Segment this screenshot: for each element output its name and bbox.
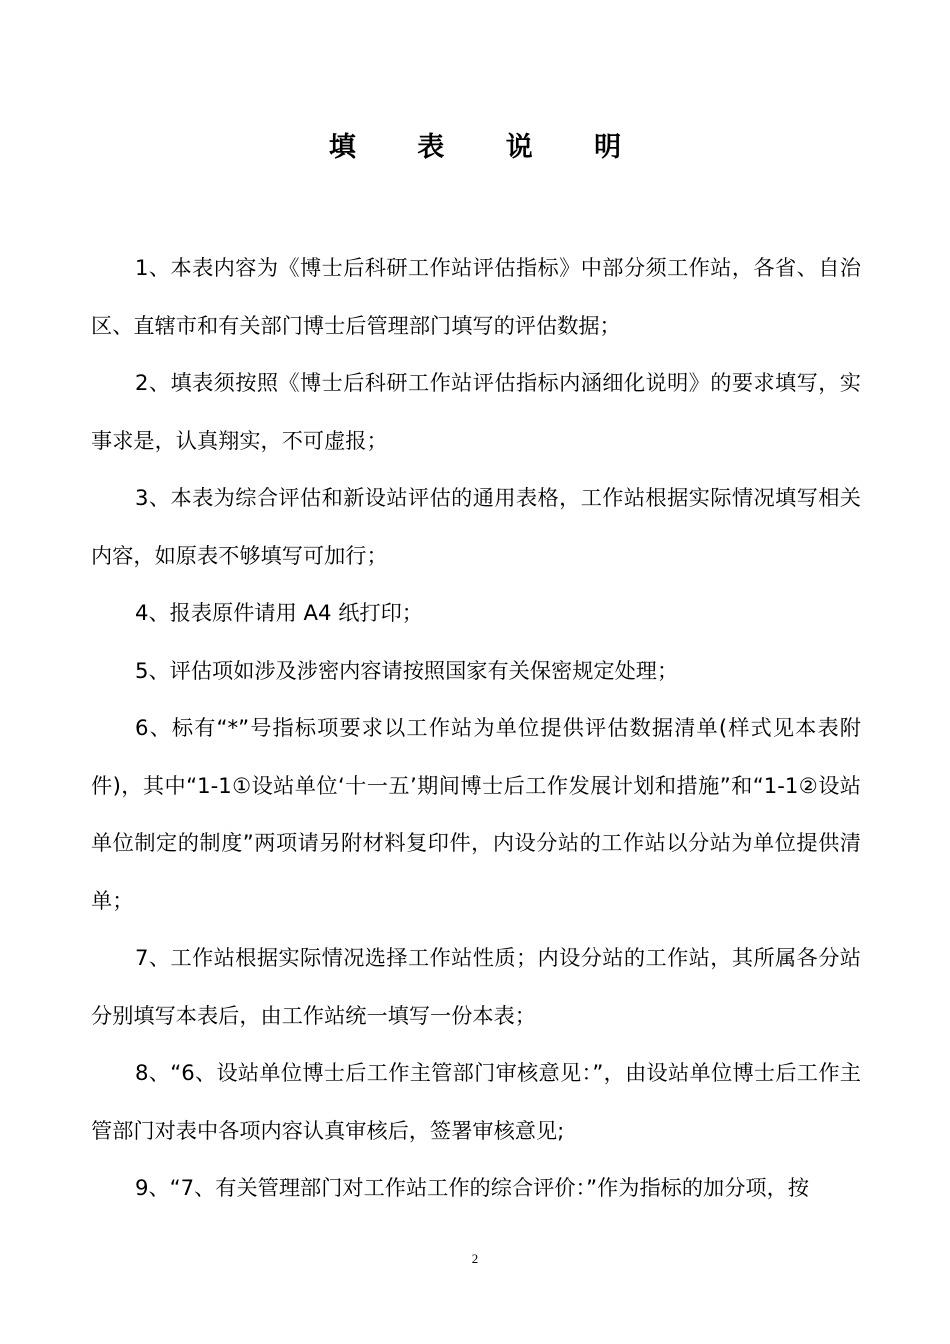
instruction-paragraph-7: 7、工作站根据实际情况选择工作站性质；内设分站的工作站，其所属各分站分别填写本表后，由工作站统一填写一份本表；: [91, 945, 861, 1028]
instruction-paragraph-8: 8、“6、设站单位博士后工作主管部门审核意见：”，由设站单位博士后工作主管部门对表中各项内容认真审核后，签署审核意见;: [91, 1060, 861, 1143]
instruction-paragraph-1: 1、本表内容为《博士后科研工作站评估指标》中部分须工作站，各省、自治区、直辖市和有关部门博士后管理部门填写的评估数据；: [91, 255, 861, 338]
instruction-paragraph-3: 3、本表为综合评估和新设站评估的通用表格，工作站根据实际情况填写相关内容，如原表不够填写可加行；: [91, 485, 861, 568]
page-title: 填 表 说 明: [328, 132, 648, 163]
instruction-paragraph-5: 5、评估项如涉及涉密内容请按照国家有关保密规定处理；: [135, 657, 679, 683]
instruction-paragraph-2: 2、填表须按照《博士后科研工作站评估指标内涵细化说明》的要求填写，实事求是，认真翔实，不可虚报；: [91, 370, 861, 453]
instructions-body: [91, 239, 861, 1217]
instruction-paragraph-4: 4、报表原件请用 A4 纸打印；: [135, 600, 423, 625]
page-number: 2: [471, 1251, 479, 1266]
instruction-paragraph-9: 9、“7、有关管理部门对工作站工作的综合评价：”作为指标的加分项，按: [135, 1175, 809, 1200]
instruction-paragraph-6: 6、标有“*”号指标项要求以工作站为单位提供评估数据清单(样式见本表附件)，其中“1-1①设站单位‘十一五’期间博士后工作发展计划和措施”和“1-1②设站单位制定的制度”两项请另附材料复印件，内设分站的工作站以分站为单位提供清单；: [91, 715, 861, 913]
